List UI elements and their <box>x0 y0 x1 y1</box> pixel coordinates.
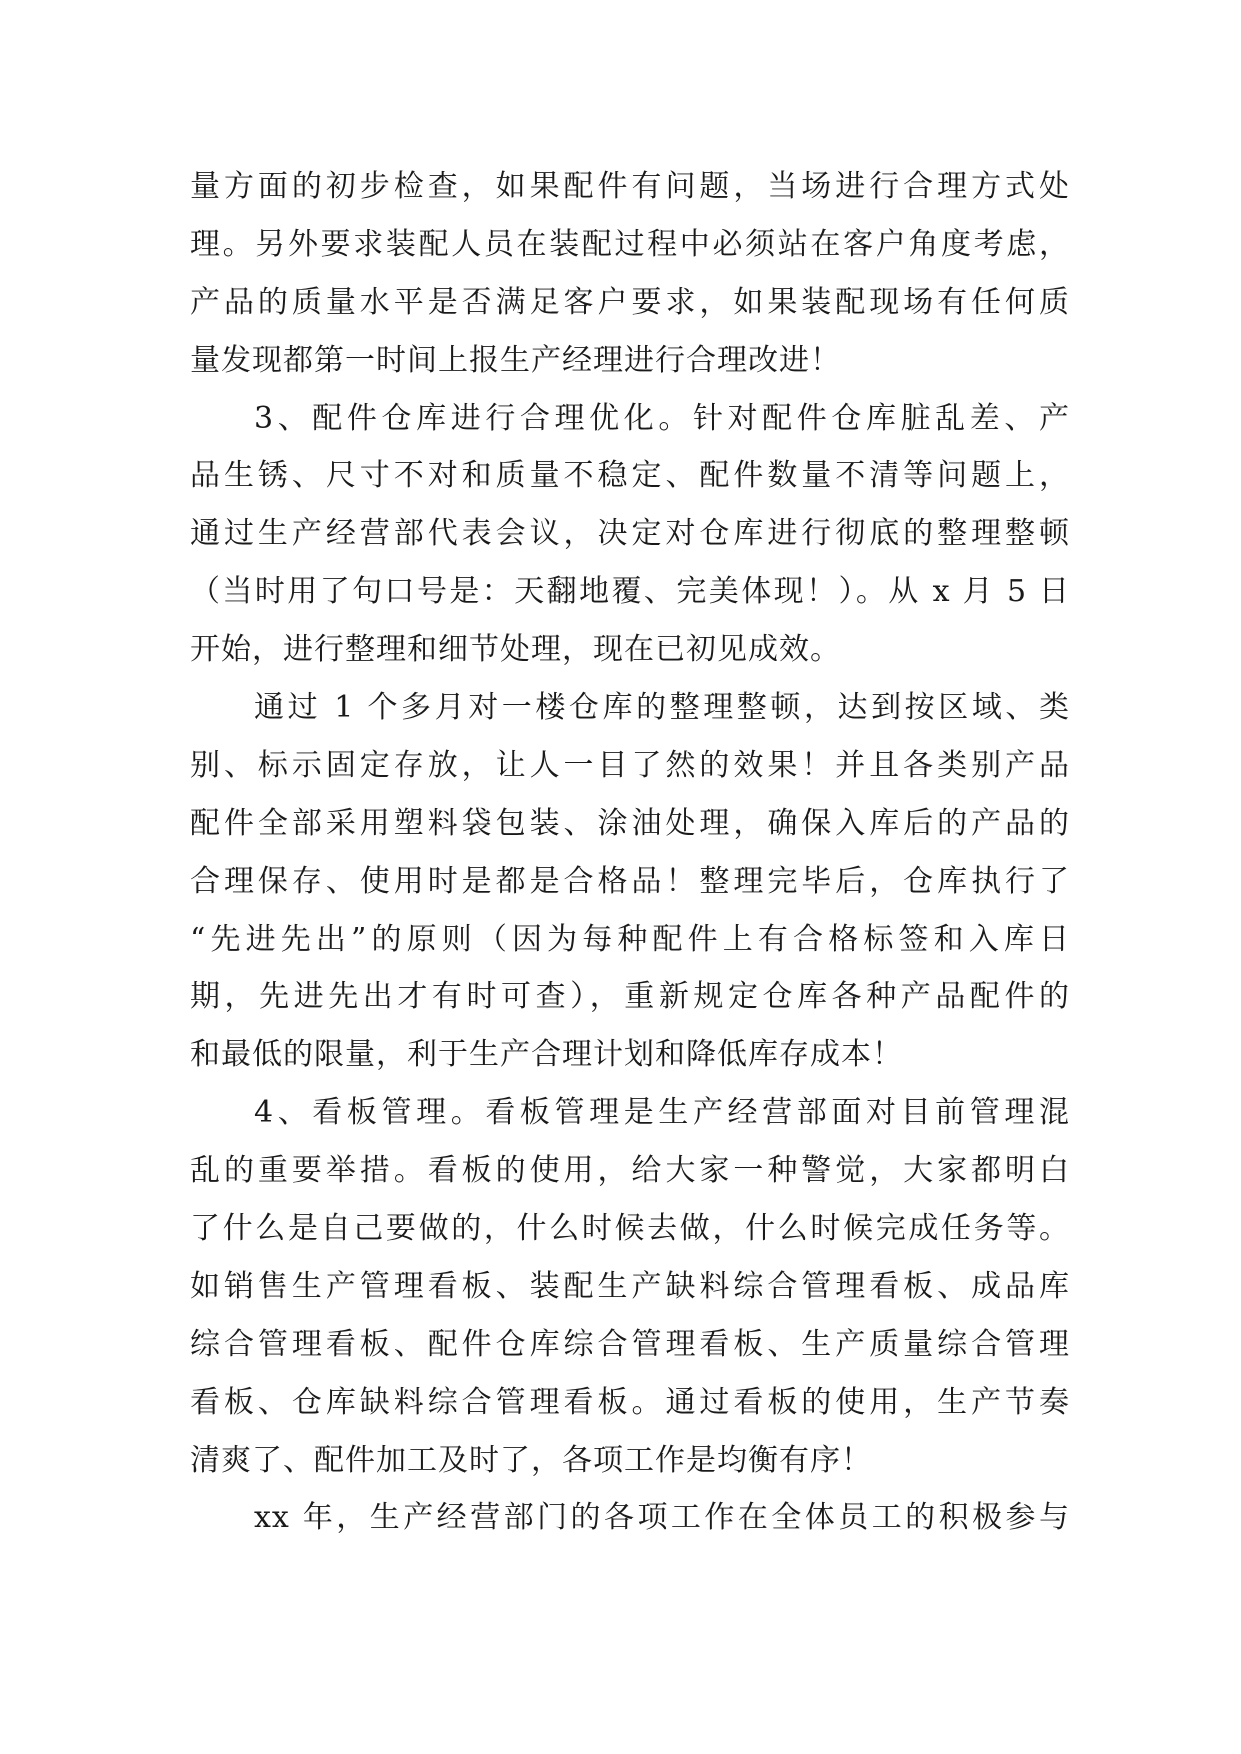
text-line: 期，先进先出才有时可查），重新规定仓库各种产品配件的 <box>190 979 1070 1015</box>
text-line: 理。另外要求装配人员在装配过程中必须站在客户角度考虑， <box>190 226 1070 262</box>
body-text <box>190 158 1070 1547</box>
text-line: 清爽了、配件加工及时了，各项工作是均衡有序！ <box>190 1442 872 1478</box>
text-line: “先进先出”的原则（因为每种配件上有合格标签和入库日 <box>190 921 1070 957</box>
text-line: （当时用了句口号是：天翻地覆、完美体现！）。从 x 月 5 日 <box>190 574 1070 610</box>
paragraph-start-line: xx 年，生产经营部门的各项工作在全体员工的积极参与 <box>254 1500 1070 1536</box>
paragraph-start-line: 4、看板管理。看板管理是生产经营部面对目前管理混 <box>254 1095 1070 1131</box>
text-line: 看板、仓库缺料综合管理看板。通过看板的使用，生产节奏 <box>190 1384 1070 1420</box>
text-line: 综合管理看板、配件仓库综合管理看板、生产质量综合管理 <box>190 1326 1070 1362</box>
paragraph-start-line: 3、配件仓库进行合理优化。针对配件仓库脏乱差、产 <box>254 400 1070 436</box>
text-line: 开始，进行整理和细节处理，现在已初见成效。 <box>190 632 841 668</box>
text-line: 乱的重要举措。看板的使用，给大家一种警觉，大家都明白 <box>190 1153 1070 1189</box>
text-line: 配件全部采用塑料袋包装、涂油处理，确保入库后的产品的 <box>190 805 1070 841</box>
text-line: 如销售生产管理看板、装配生产缺料综合管理看板、成品库 <box>190 1268 1070 1304</box>
paragraph-start-line: 通过 1 个多月对一楼仓库的整理整顿，达到按区域、类 <box>254 690 1070 726</box>
text-line: 量方面的初步检查，如果配件有问题，当场进行合理方式处 <box>190 169 1070 204</box>
text-line: 量发现都第一时间上报生产经理进行合理改进！ <box>190 342 841 378</box>
text-line: 别、标示固定存放，让人一目了然的效果！并且各类别产品 <box>190 747 1070 783</box>
text-line: 合理保存、使用时是都是合格品！整理完毕后，仓库执行了 <box>190 863 1070 899</box>
text-line: 和最低的限量，利于生产合理计划和降低库存成本！ <box>190 1037 903 1073</box>
text-line: 品生锈、尺寸不对和质量不稳定、配件数量不清等问题上， <box>190 458 1070 494</box>
text-line: 了什么是自己要做的，什么时候去做，什么时候完成任务等。 <box>190 1211 1070 1247</box>
text-line: 通过生产经营部代表会议，决定对仓库进行彻底的整理整顿 <box>190 516 1070 552</box>
text-line: 产品的质量水平是否满足客户要求，如果装配现场有任何质 <box>190 284 1070 320</box>
